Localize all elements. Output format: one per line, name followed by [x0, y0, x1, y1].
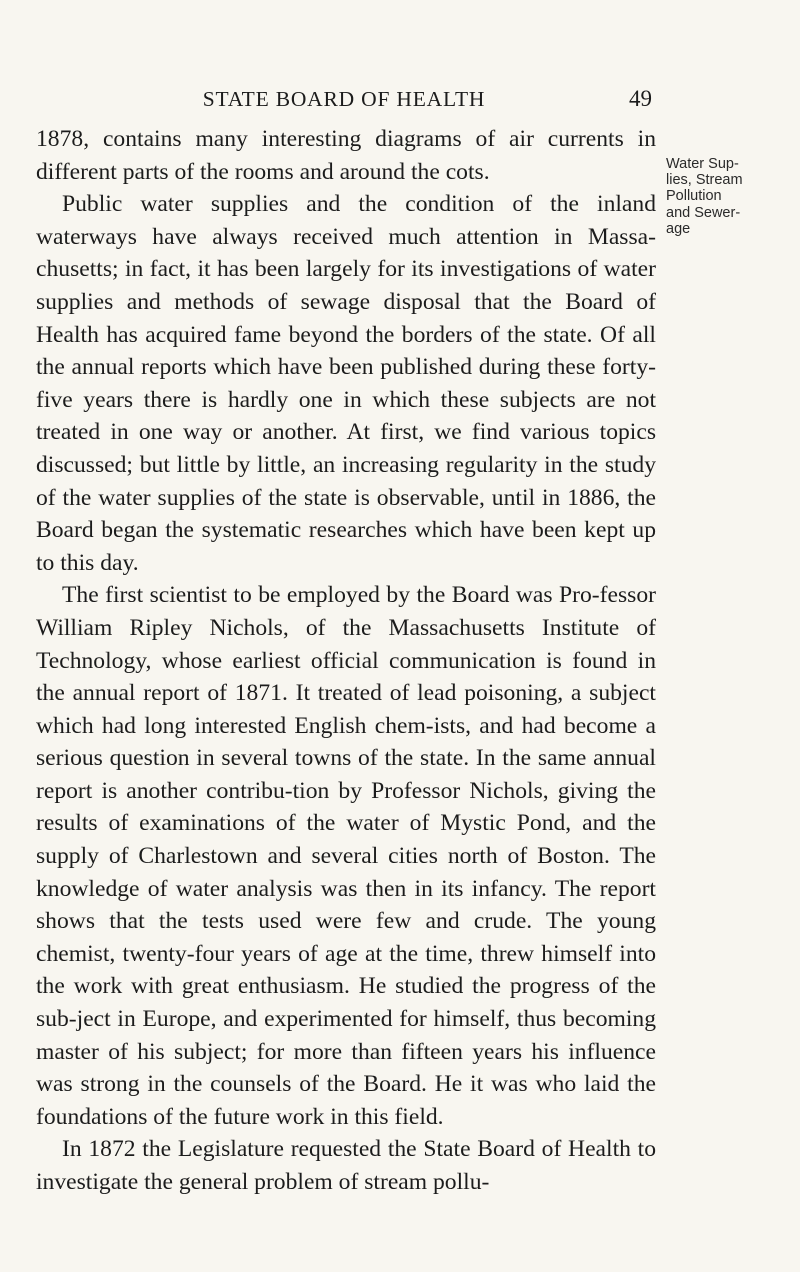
paragraph-stream-pollution: In 1872 the Legislature requested the State Board of Health to investigate the general problem of stream pollu- — [36, 1136, 656, 1195]
margin-note-line: Water Sup- — [666, 156, 739, 172]
paragraph-water-supplies: Public water supplies and the condition of the inland waterways have always received much attention in Massa-chusetts; in fact, it has been largely for its investigations of water supplies and methods of sewage disposal that the Board of Health has acquired fame beyond the borders of the state. Of all the annual reports which have been published during these forty-five years there is hardly one in which these subjects are not treated in one way or another. At first, we find various topics discussed; but little by little, an increasing regularity in the study of the water supplies of the state is observable, until in 1886, the Board began the systematic researches which have been kept up to this day. — [36, 191, 656, 576]
paragraph-first-scientist: The first scientist to be employed by the Board was Pro-fessor William Ripley Nichols, of the Massachusetts Institute of Technology, whose earliest official communication is found in the annual report of 1871. It treated of lead poisoning, a subject which had long interested English chem-ists, and had become a serious question in several towns of the state. In the same annual report is another contribu-tion by Professor Nichols, giving the results of examinations of the water of Mystic Pond, and the supply of Charlestown and several cities north of Boston. The knowledge of water analysis was then in its infancy. The report shows that the tests used were few and crude. The young chemist, twenty-four years of age at the time, threw himself into the work with great enthusiasm. He studied the progress of the sub-ject in Europe, and experimented for himself, thus becoming master of his subject; for more than fifteen years his influence was strong in the counsels of the Board. He it was who laid the foundations of the future work in this field. — [36, 582, 656, 1130]
margin-note — [666, 156, 790, 237]
margin-note-line: and Sewer- — [666, 204, 741, 221]
margin-note-line: lies, Stream — [666, 172, 743, 189]
page-number: 49 — [629, 86, 652, 111]
running-head: STATE BOARD OF HEALTH — [202, 87, 486, 111]
margin-note-line: age — [666, 220, 691, 237]
margin-note-line: Pollution — [666, 188, 722, 205]
page-header — [36, 84, 652, 114]
body-text — [36, 123, 656, 1199]
paragraph-continuation: 1878, contains many interesting diagrams of air currents in different parts of the rooms and around the cots. — [36, 126, 656, 185]
